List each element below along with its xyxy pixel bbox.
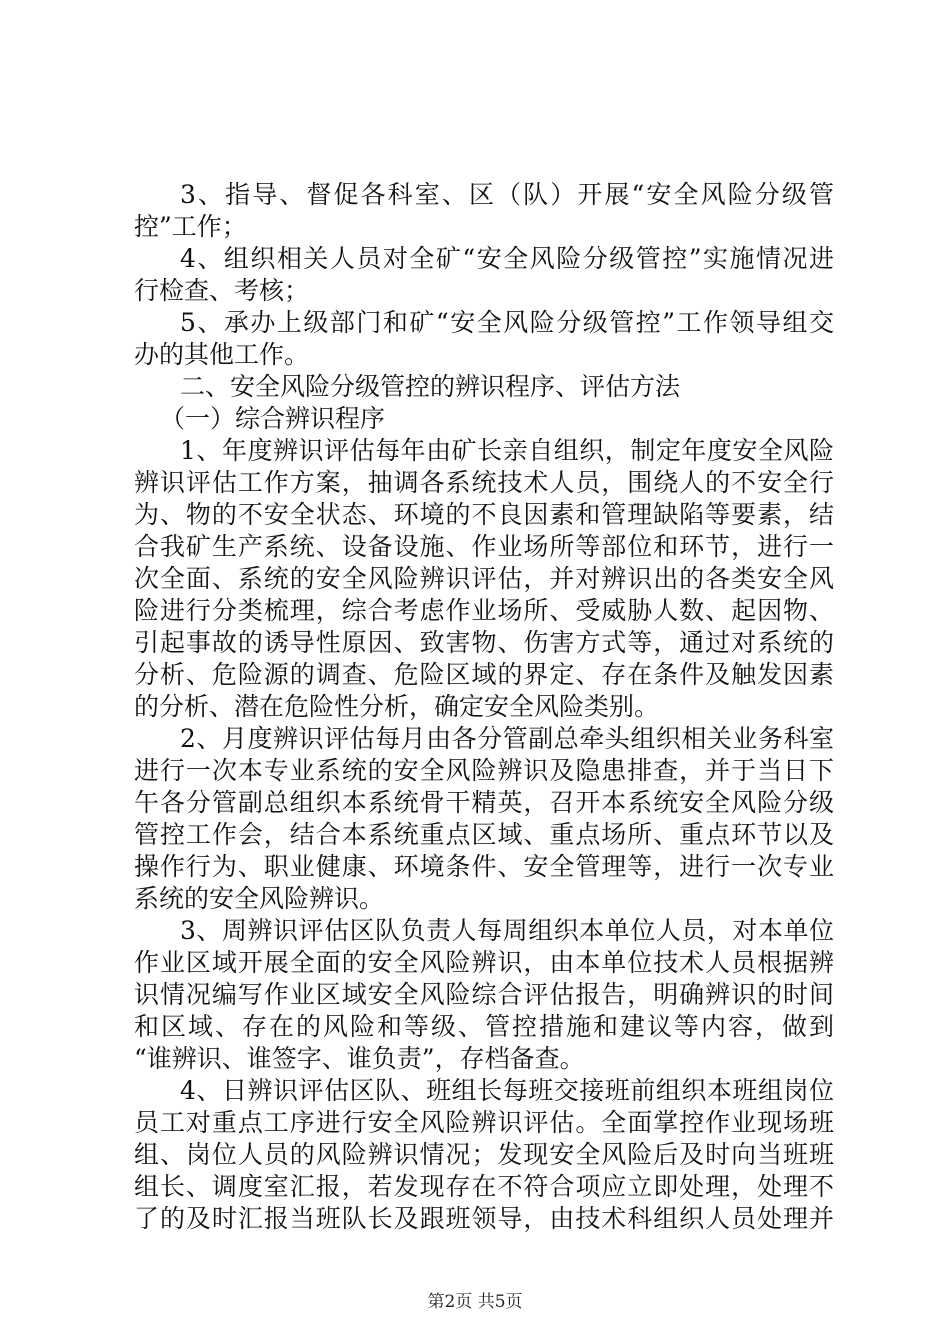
text-line: 操作行为、职业健康、环境条件、安全管理等，进行一次专业 <box>134 852 834 881</box>
text-line: 系统的安全风险辨识。 <box>134 884 385 913</box>
text-line: 了的及时汇报当班队长及跟班领导，由技术科组织人员处理并 <box>134 1204 834 1233</box>
text-line: 为、物的不安全状态、环境的不良因素和管理缺陷等要素，结 <box>134 500 834 529</box>
text-line: 引起事故的诱导性原因、致害物、伤害方式等，通过对系统的 <box>134 628 834 657</box>
text-line: 次全面、系统的安全风险辨识评估，并对辨识出的各类安全风 <box>134 564 834 593</box>
text-line: 1、年度辨识评估每年由矿长亲自组织，制定年度安全风险 <box>180 436 834 465</box>
text-line: 分析、危险源的调查、危险区域的界定、存在条件及触发因素 <box>134 660 834 689</box>
text-line: 行检查、考核； <box>134 276 310 305</box>
text-line: 办的其他工作。 <box>134 340 310 369</box>
text-line: 4、组织相关人员对全矿“安全风险分级管控”实施情况进 <box>180 244 834 273</box>
text-line: 4、日辨识评估区队、班组长每班交接班前组织本班组岗位 <box>180 1076 834 1105</box>
text-line: 午各分管副总组织本系统骨干精英，召开本系统安全风险分级 <box>134 788 834 817</box>
text-line: “谁辨识、谁签字、谁负责”，存档备查。 <box>134 1044 585 1073</box>
text-line: 作业区域开展全面的安全风险辨识，由本单位技术人员根据辨 <box>134 948 834 977</box>
text-line: 辨识评估工作方案，抽调各系统技术人员，围绕人的不安全行 <box>134 468 834 497</box>
text-line: 控”工作； <box>134 212 247 241</box>
text-line: 合我矿生产系统、设备设施、作业场所等部位和环节，进行一 <box>134 532 834 561</box>
text-line: 组长、调度室汇报，若发现存在不符合项应立即处理，处理不 <box>134 1172 834 1201</box>
text-line: 险进行分类梳理，综合考虑作业场所、受威胁人数、起因物、 <box>134 596 834 625</box>
page-footer: 第2页 共5页 <box>427 1292 523 1312</box>
subsection-heading: （一）综合辨识程序 <box>160 404 386 433</box>
text-line: 进行一次本专业系统的安全风险辨识及隐患排查，并于当日下 <box>134 756 834 785</box>
text-line: 员工对重点工序进行安全风险辨识评估。全面掌控作业现场班 <box>134 1108 834 1137</box>
text-line: 识情况编写作业区域安全风险综合评估报告，明确辨识的时间 <box>134 980 834 1009</box>
text-line: 5、承办上级部门和矿“安全风险分级管控”工作领导组交 <box>180 308 834 337</box>
text-line: 3、指导、督促各科室、区（队）开展“安全风险分级管 <box>180 180 834 209</box>
text-line: 管控工作会，结合本系统重点区域、重点场所、重点环节以及 <box>134 820 834 849</box>
text-line: 的分析、潜在危险性分析，确定安全风险类别。 <box>134 692 660 721</box>
section-heading: 二、安全风险分级管控的辨识程序、评估方法 <box>180 372 681 401</box>
text-line: 组、岗位人员的风险辨识情况；发现安全风险后及时向当班班 <box>134 1140 834 1169</box>
text-line: 和区域、存在的风险和等级、管控措施和建议等内容，做到 <box>134 1012 834 1041</box>
text-line: 2、月度辨识评估每月由各分管副总牵头组织相关业务科室 <box>180 724 834 753</box>
text-line: 3、周辨识评估区队负责人每周组织本单位人员，对本单位 <box>180 916 834 945</box>
